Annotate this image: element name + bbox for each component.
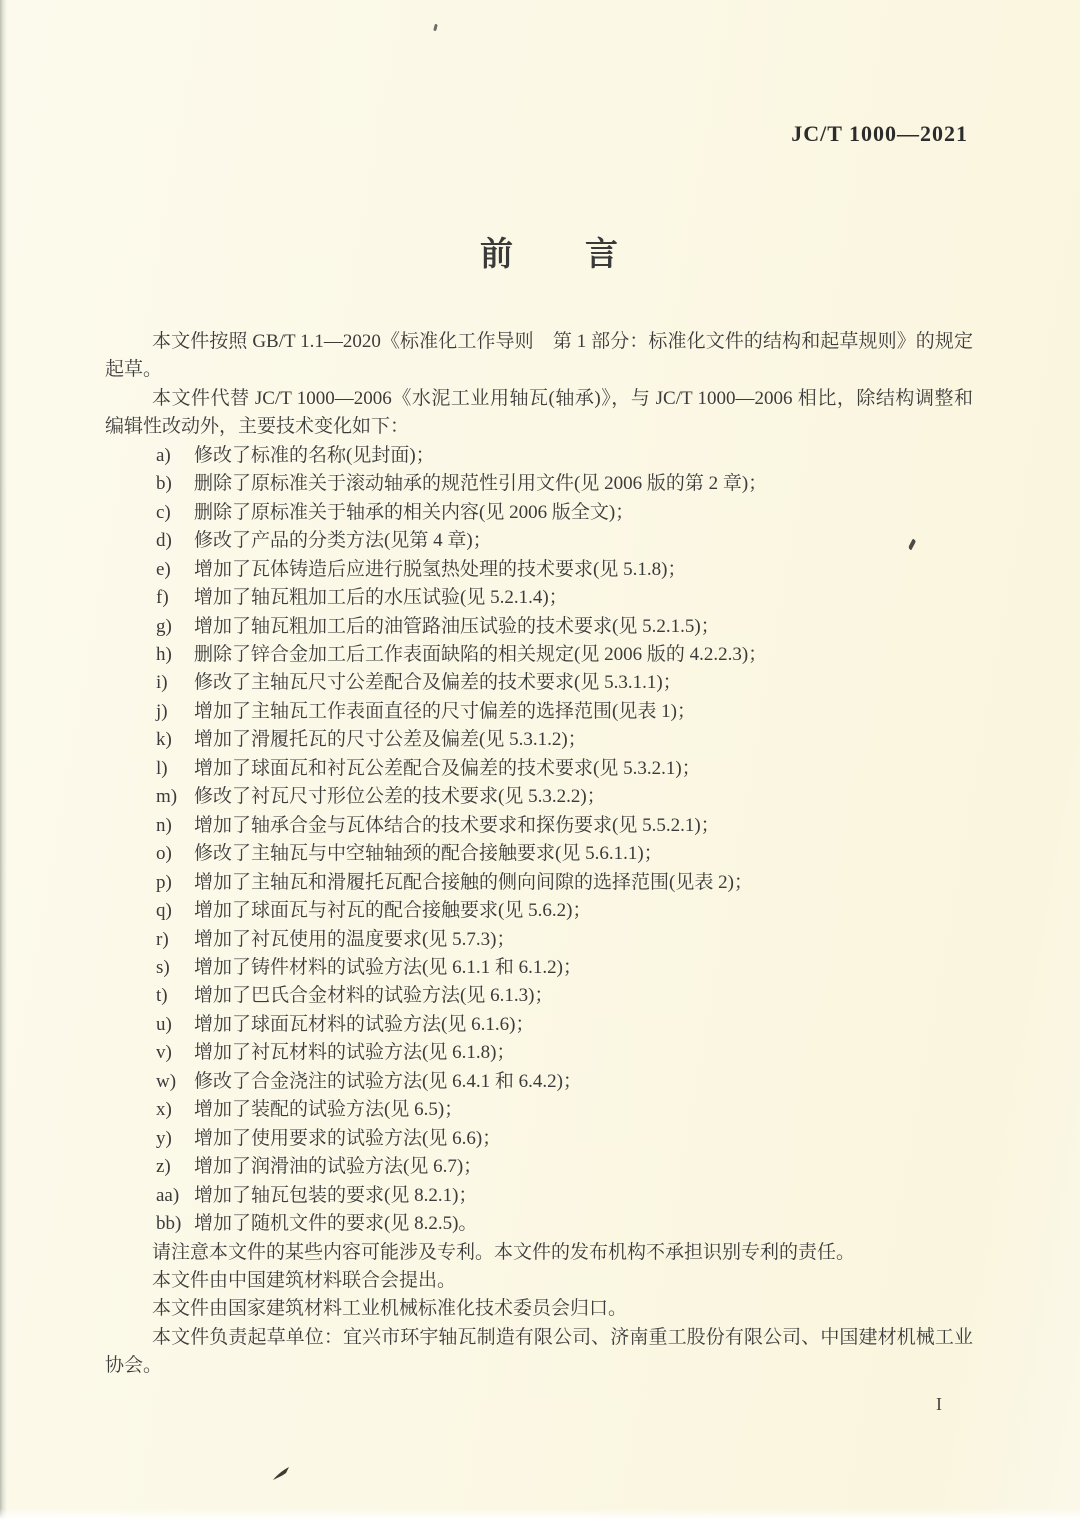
change-item-text: 增加了使用要求的试验方法(见 6.6)； bbox=[194, 1127, 502, 1149]
change-item bbox=[105, 812, 973, 840]
change-item-text: 修改了衬瓦尺寸形位公差的技术要求(见 5.3.2.2)； bbox=[194, 786, 606, 808]
change-item-label: b) bbox=[156, 473, 172, 495]
paragraph-drafting-rules: 本文件按照 GB/T 1.1—2020《标准化工作导则 第 1 部分：标准化文件的结构和起草规则》的规定起草。 bbox=[105, 331, 973, 381]
change-item-text: 增加了球面瓦和衬瓦公差配合及偏差的技术要求(见 5.3.2.1)； bbox=[194, 757, 701, 779]
change-item-text: 修改了主轴瓦尺寸公差配合及偏差的技术要求(见 5.3.1.1)； bbox=[194, 672, 682, 694]
change-item-text: 增加了主轴瓦工作表面直径的尺寸偏差的选择范围(见表 1)； bbox=[194, 700, 696, 722]
change-item-label: l) bbox=[156, 757, 168, 779]
change-item bbox=[105, 1039, 973, 1067]
change-item-label: aa) bbox=[156, 1184, 180, 1206]
change-item-text: 增加了轴瓦粗加工后的水压试验(见 5.2.1.4)； bbox=[194, 587, 568, 609]
change-item-label: n) bbox=[156, 814, 172, 836]
change-item-label: g) bbox=[156, 615, 172, 637]
change-item-label: q) bbox=[156, 900, 172, 922]
change-item-label: bb) bbox=[156, 1213, 182, 1235]
change-item-label: w) bbox=[156, 1070, 177, 1092]
change-item-label: m) bbox=[156, 786, 178, 808]
change-item bbox=[105, 954, 973, 982]
change-item bbox=[105, 641, 973, 669]
change-item-label: j) bbox=[156, 700, 168, 722]
change-item-label: h) bbox=[156, 643, 172, 665]
change-item-text: 增加了润滑油的试验方法(见 6.7)； bbox=[194, 1156, 483, 1178]
change-item-label: d) bbox=[156, 530, 172, 552]
change-item bbox=[105, 1096, 973, 1124]
change-item bbox=[105, 669, 973, 697]
change-item-label: z) bbox=[156, 1156, 171, 1178]
change-item-text: 增加了球面瓦与衬瓦的配合接触要求(见 5.6.2)； bbox=[194, 900, 592, 922]
ink-mark-icon bbox=[272, 1466, 290, 1482]
change-item bbox=[105, 1011, 973, 1039]
paragraph-proposed-by: 本文件由中国建筑材料联合会提出。 bbox=[152, 1269, 457, 1291]
change-item-label: t) bbox=[156, 985, 168, 1007]
change-item-label: a) bbox=[156, 444, 171, 466]
change-item bbox=[105, 926, 973, 954]
change-item bbox=[105, 442, 973, 470]
change-item-label: s) bbox=[156, 956, 170, 978]
change-item-text: 修改了主轴瓦与中空轴轴颈的配合接触要求(见 5.6.1.1)； bbox=[194, 843, 663, 865]
change-item-text: 增加了轴承合金与瓦体结合的技术要求和探伤要求(见 5.5.2.1)； bbox=[194, 814, 720, 836]
change-item bbox=[105, 982, 973, 1010]
change-item bbox=[105, 1182, 973, 1210]
paragraph-drafting-organizations: 本文件负责起草单位：宜兴市环宇轴瓦制造有限公司、济南重工股份有限公司、中国建材机械工业协会。 bbox=[105, 1326, 973, 1377]
change-item bbox=[105, 556, 973, 584]
change-item bbox=[105, 869, 973, 897]
page-number: I bbox=[936, 1394, 942, 1414]
standard-number: JC/T 1000—2021 bbox=[791, 121, 968, 146]
change-item bbox=[105, 1210, 973, 1238]
change-item bbox=[105, 897, 973, 925]
change-item-label: i) bbox=[156, 672, 168, 694]
change-item-label: k) bbox=[156, 729, 172, 751]
change-item-label: y) bbox=[156, 1127, 172, 1149]
page-title: 前 言 bbox=[480, 235, 620, 272]
change-item-label: r) bbox=[156, 928, 169, 950]
change-item bbox=[105, 1153, 973, 1181]
change-item-label: c) bbox=[156, 501, 171, 523]
change-item bbox=[105, 1068, 973, 1096]
change-item-text: 增加了主轴瓦和滑履托瓦配合接触的侧向间隙的选择范围(见表 2)； bbox=[194, 871, 753, 893]
change-item-text: 修改了标准的名称(见封面)； bbox=[194, 444, 435, 466]
change-item bbox=[105, 584, 973, 612]
change-item-text: 删除了原标准关于滚动轴承的规范性引用文件(见 2006 版的第 2 章)； bbox=[194, 473, 768, 495]
change-item-text: 增加了轴瓦包装的要求(见 8.2.1)； bbox=[194, 1184, 478, 1206]
foreword-body bbox=[105, 328, 973, 1381]
change-item bbox=[105, 783, 973, 811]
ink-speck-icon bbox=[433, 24, 438, 32]
change-item-text: 增加了滑履托瓦的尺寸公差及偏差(见 5.3.1.2)； bbox=[194, 729, 587, 751]
paragraph-replaces: 本文件代替 JC/T 1000—2006《水泥工业用轴瓦(轴承)》，与 JC/T 1000—2006 相比，除结构调整和编辑性改动外，主要技术变化如下： bbox=[105, 387, 973, 438]
change-item-label: x) bbox=[156, 1099, 172, 1121]
change-item-text: 增加了球面瓦材料的试验方法(见 6.1.6)； bbox=[194, 1013, 535, 1035]
change-item bbox=[105, 499, 973, 527]
change-item-label: p) bbox=[156, 871, 172, 893]
change-item bbox=[105, 1125, 973, 1153]
change-item-text: 增加了随机文件的要求(见 8.2.5)。 bbox=[194, 1213, 478, 1235]
change-item-text: 修改了产品的分类方法(见第 4 章)； bbox=[194, 530, 492, 552]
changes-list bbox=[105, 442, 973, 1239]
change-item bbox=[105, 613, 973, 641]
change-item bbox=[105, 755, 973, 783]
change-item-label: o) bbox=[156, 843, 172, 865]
change-item-label: f) bbox=[156, 587, 169, 609]
change-item bbox=[105, 840, 973, 868]
change-item-text: 增加了铸件材料的试验方法(见 6.1.1 和 6.1.2)； bbox=[194, 956, 582, 978]
change-item-text: 增加了巴氏合金材料的试验方法(见 6.1.3)； bbox=[194, 985, 554, 1007]
change-item bbox=[105, 527, 973, 555]
change-item-text: 增加了轴瓦粗加工后的油管路油压试验的技术要求(见 5.2.1.5)； bbox=[194, 615, 720, 637]
change-item-text: 增加了瓦体铸造后应进行脱氢热处理的技术要求(见 5.1.8)； bbox=[194, 558, 687, 580]
change-item-text: 增加了装配的试验方法(见 6.5)； bbox=[194, 1099, 464, 1121]
change-item-text: 增加了衬瓦材料的试验方法(见 6.1.8)； bbox=[194, 1042, 516, 1064]
change-item-text: 增加了衬瓦使用的温度要求(见 5.7.3)； bbox=[194, 928, 516, 950]
change-item-text: 删除了锌合金加工后工作表面缺陷的相关规定(见 2006 版的 4.2.2.3)； bbox=[194, 643, 768, 665]
change-item-text: 删除了原标准关于轴承的相关内容(见 2006 版全文)； bbox=[194, 501, 635, 523]
scan-edge-shadow bbox=[0, 0, 7, 1526]
change-item-label: u) bbox=[156, 1013, 172, 1035]
change-item bbox=[105, 698, 973, 726]
change-item-text: 修改了合金浇注的试验方法(见 6.4.1 和 6.4.2)； bbox=[194, 1070, 582, 1092]
change-item bbox=[105, 726, 973, 754]
change-item-label: v) bbox=[156, 1042, 172, 1064]
paragraph-patent-note: 请注意本文件的某些内容可能涉及专利。本文件的发布机构不承担识别专利的责任。 bbox=[152, 1241, 856, 1263]
change-item-label: e) bbox=[156, 558, 171, 580]
paragraph-under-jurisdiction: 本文件由国家建筑材料工业机械标准化技术委员会归口。 bbox=[152, 1298, 628, 1320]
change-item bbox=[105, 470, 973, 498]
